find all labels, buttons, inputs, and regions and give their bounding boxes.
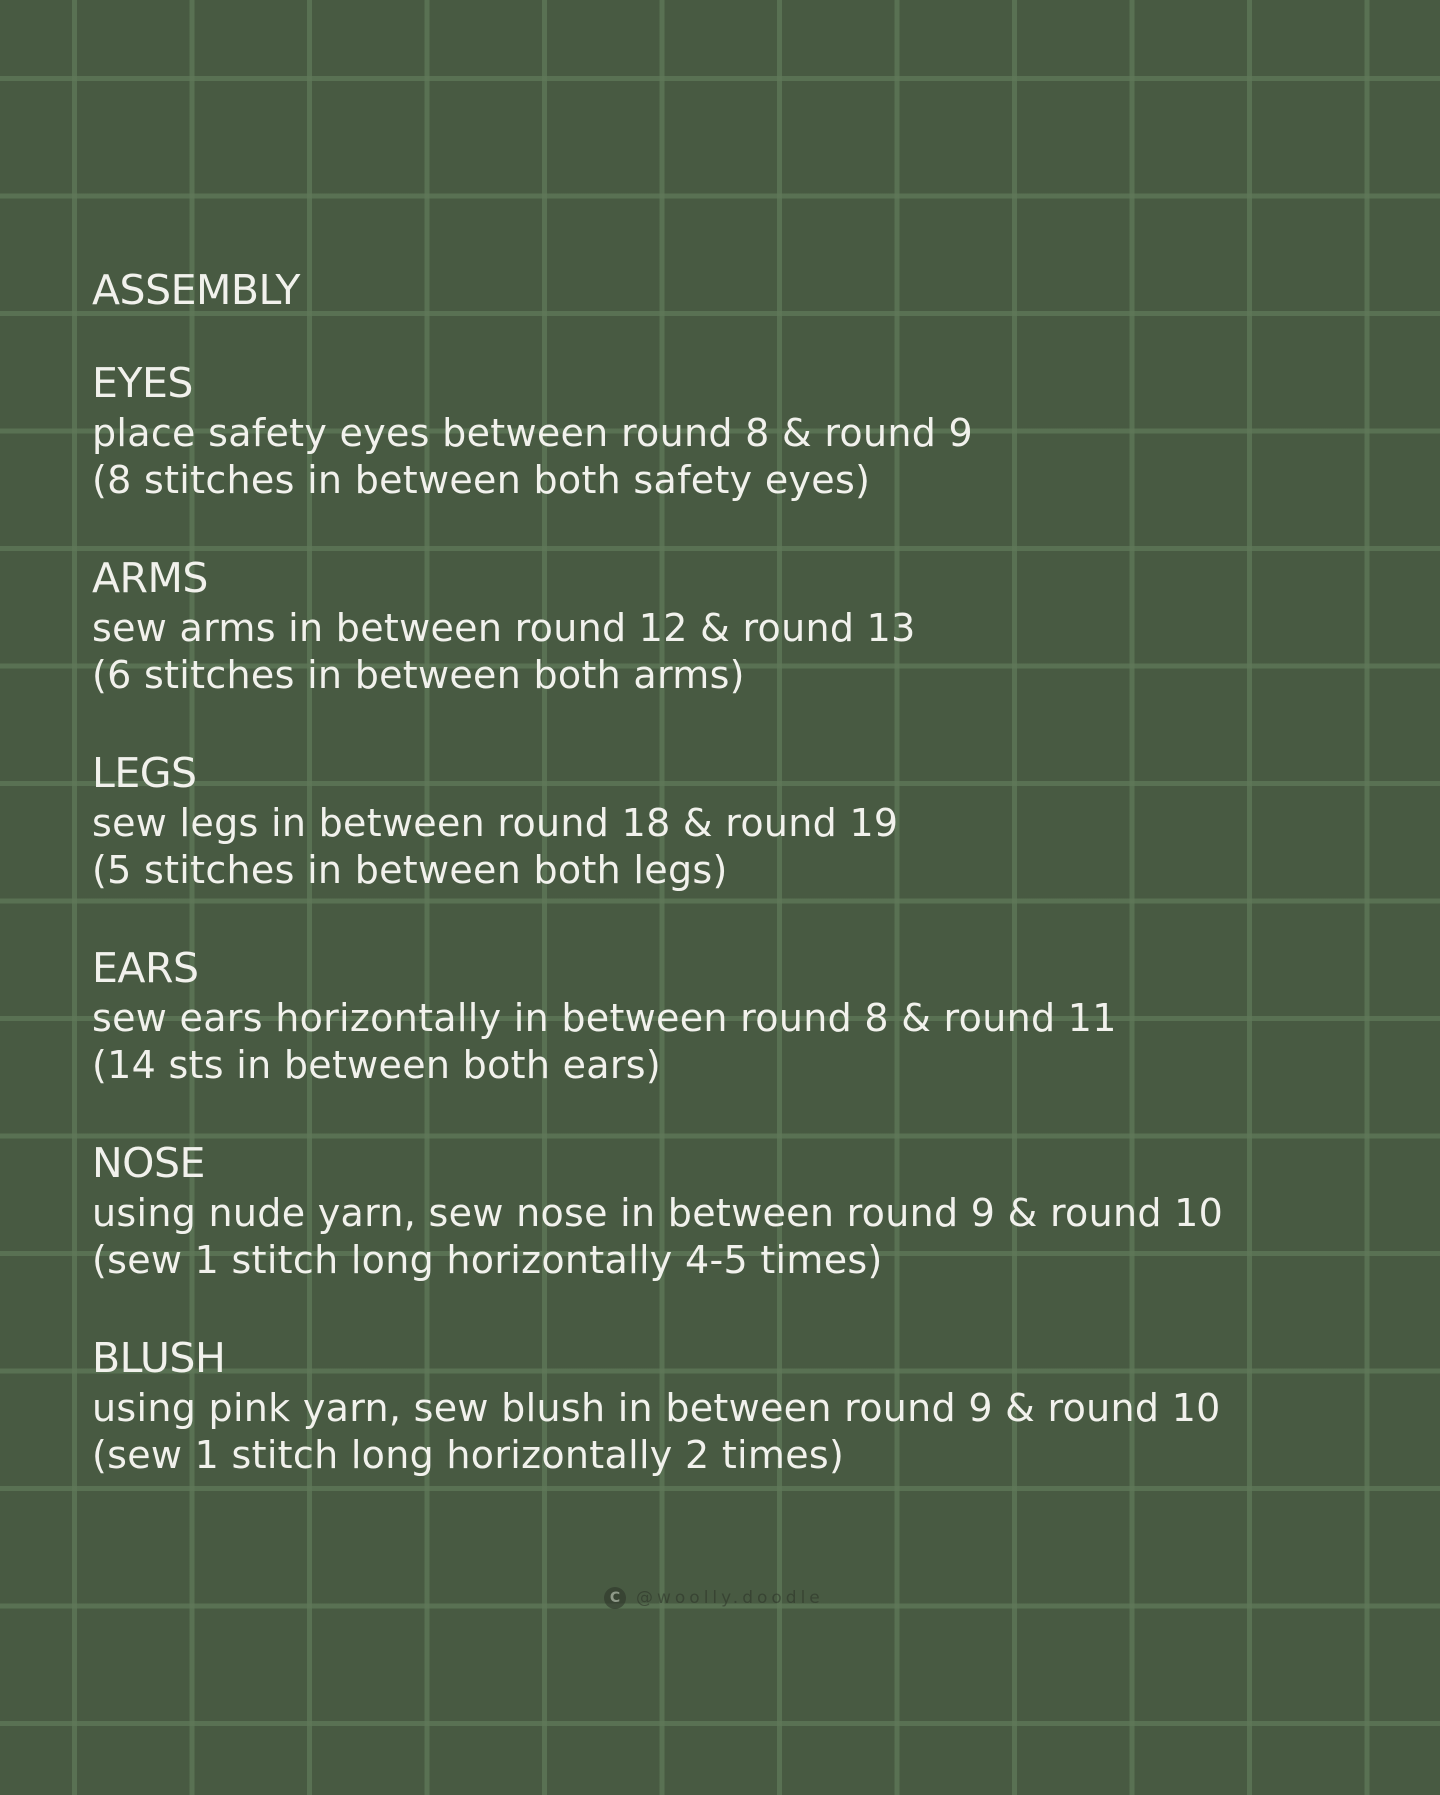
section-heading: ARMS [92,554,208,602]
watermark [604,1586,824,1610]
section-eyes [92,356,1372,504]
section-heading: NOSE [92,1139,205,1187]
section-nose [92,1136,1372,1284]
instruction-line: sew legs in between round 18 & round 19 [92,801,899,845]
instruction-note: (sew 1 stitch long horizontally 4-5 times) [92,1238,883,1282]
section-heading: EARS [92,944,199,992]
instruction-line: sew arms in between round 12 & round 13 [92,606,916,650]
section-legs [92,746,1372,894]
instruction-line: using nude yarn, sew nose in between round 9 & round 10 [92,1191,1224,1235]
section-ears [92,941,1372,1089]
section-blush [92,1331,1372,1479]
section-arms [92,551,1372,699]
instruction-note: (sew 1 stitch long horizontally 2 times) [92,1433,845,1477]
page-title: ASSEMBLY [92,266,300,314]
instruction-note: (6 stitches in between both arms) [92,653,745,697]
section-heading: BLUSH [92,1334,226,1382]
instruction-note: (5 stitches in between both legs) [92,848,728,892]
section-heading: EYES [92,359,193,407]
section-heading: LEGS [92,749,197,797]
instruction-note: (8 stitches in between both safety eyes) [92,458,871,502]
instruction-line: place safety eyes between round 8 & round 9 [92,411,973,455]
watermark-handle: @woolly.doodle [636,1588,824,1608]
instruction-note: (14 sts in between both ears) [92,1043,661,1087]
instruction-line: sew ears horizontally in between round 8 & round 11 [92,996,1117,1040]
instruction-line: using pink yarn, sew blush in between round 9 & round 10 [92,1386,1221,1430]
copyright-icon: C [604,1587,626,1609]
assembly-instructions [92,262,1372,1526]
